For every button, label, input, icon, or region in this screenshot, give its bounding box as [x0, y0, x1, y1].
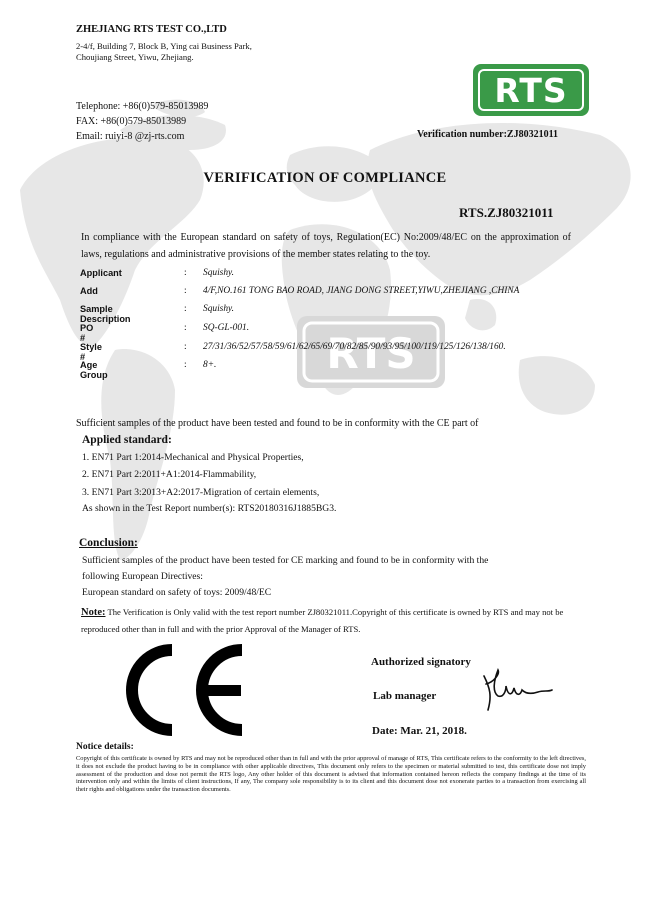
standard-item: 1. EN71 Part 1:2014-Mechanical and Physical Properties,	[82, 452, 304, 463]
company-email: Email: ruiyi-8 @zj-rts.com	[76, 131, 185, 142]
applied-standard-heading: Applied standard:	[82, 434, 172, 446]
issue-date: Date: Mar. 21, 2018.	[372, 725, 467, 737]
detail-value: SQ-GL-001.	[203, 323, 250, 333]
detail-colon: :	[184, 286, 187, 296]
company-name: ZHEJIANG RTS TEST CO.,LTD	[76, 24, 227, 35]
lab-manager-label: Lab manager	[373, 690, 437, 702]
verification-number: Verification number:ZJ80321011	[417, 129, 559, 140]
detail-label: Age Group	[80, 360, 108, 380]
detail-colon: :	[184, 268, 187, 278]
detail-colon: :	[184, 323, 187, 333]
note-text: The Verification is Only valid with the test report number ZJ80321011.Copyright of this certificate is owned by RTS and may not be reproduced other than in full and with the prior Approval of the Manager of RTS.	[81, 607, 564, 634]
authorized-signatory: Authorized signatory	[371, 656, 471, 668]
company-telephone: Telephone: +86(0)579-85013989	[76, 101, 209, 112]
detail-colon: :	[184, 304, 187, 314]
rts-watermark	[297, 316, 445, 388]
note-heading: Note:	[81, 607, 106, 618]
detail-label: PO #	[80, 323, 94, 343]
detail-label: Sample Description	[80, 304, 131, 324]
ce-mark-text: CE	[110, 640, 112, 641]
notice-text: Copyright of this certificate is owned by RTS and may not be reproduced other than in full and with the prior approval of manage of RTS, This certificate refers to the conformity to the left directives, it does not exclude the product having to be in compliance with other applicable directives, This document only refers to the specimen or material submitted to test, this certificate dose not imply assessment of the production and dose not permit the RTS logo, Any other holder of this document is advised that information contained hereon reflects the company findings at the time of its intervention only and within the limits of client instructions, If any, The company sole responsibility is to its client and this document dose not exonerate parties to a transaction from exercising all their rights and obligations under the transaction documents.	[76, 755, 586, 794]
conclusion-line: following European Directives:	[82, 571, 203, 582]
conclusion-line: European standard on safety of toys: 2009/48/EC	[82, 587, 272, 598]
conclusion-heading: Conclusion:	[79, 537, 138, 549]
detail-label: Style #	[80, 342, 102, 362]
detail-value: 4/F,NO.161 TONG BAO ROAD, JIANG DONG STREET,YIWU,ZHEJIANG ,CHINA	[203, 286, 520, 296]
detail-value: Squishy.	[203, 304, 234, 314]
note-block	[81, 604, 576, 637]
detail-colon: :	[184, 342, 187, 352]
detail-colon: :	[184, 360, 187, 370]
standard-item: 3. EN71 Part 3:2013+A2:2017-Migration of certain elements,	[82, 487, 320, 498]
notice-heading: Notice details:	[76, 742, 134, 752]
sufficient-samples-text: Sufficient samples of the product have been tested and found to be in conformity with the CE part of	[76, 418, 479, 429]
detail-label: Add	[80, 286, 98, 296]
signature	[476, 666, 556, 714]
rts-logo	[473, 64, 589, 116]
company-fax: FAX: +86(0)579-85013989	[76, 116, 187, 127]
detail-value: 27/31/36/52/57/58/59/61/62/65/69/70/82/85/90/93/95/100/119/125/126/138/160.	[203, 342, 506, 352]
conclusion-body	[82, 553, 577, 601]
reference-number: RTS.ZJ80321011	[459, 205, 554, 220]
conclusion-line: Sufficient samples of the product have been tested for CE marking and found to be in conformity with the	[82, 555, 489, 566]
detail-value: 8+.	[203, 360, 217, 370]
company-address-1: 2-4/f, Building 7, Block B, Ying cai Business Park,	[76, 41, 252, 51]
ce-mark	[110, 640, 250, 740]
document-title: VERIFICATION OF COMPLIANCE	[203, 170, 447, 186]
rts-logo-text: RTS	[478, 69, 584, 111]
detail-value: Squishy.	[203, 268, 234, 278]
detail-label: Applicant	[80, 268, 122, 278]
test-report-text: As shown in the Test Report number(s): RTS20180316J1885BG3.	[82, 503, 337, 514]
watermark-text: RTS	[326, 329, 416, 378]
intro-paragraph: In compliance with the European standard on safety of toys, Regulation(EC) No:2009/48/EC on the approximation of laws, regulations and administrative provisions of the member states relating to the toy.	[81, 232, 571, 260]
company-address-2: Choujiang Street, Yiwu, Zhejiang.	[76, 52, 194, 62]
standard-item: 2. EN71 Part 2:2011+A1:2014-Flammability,	[82, 469, 257, 480]
